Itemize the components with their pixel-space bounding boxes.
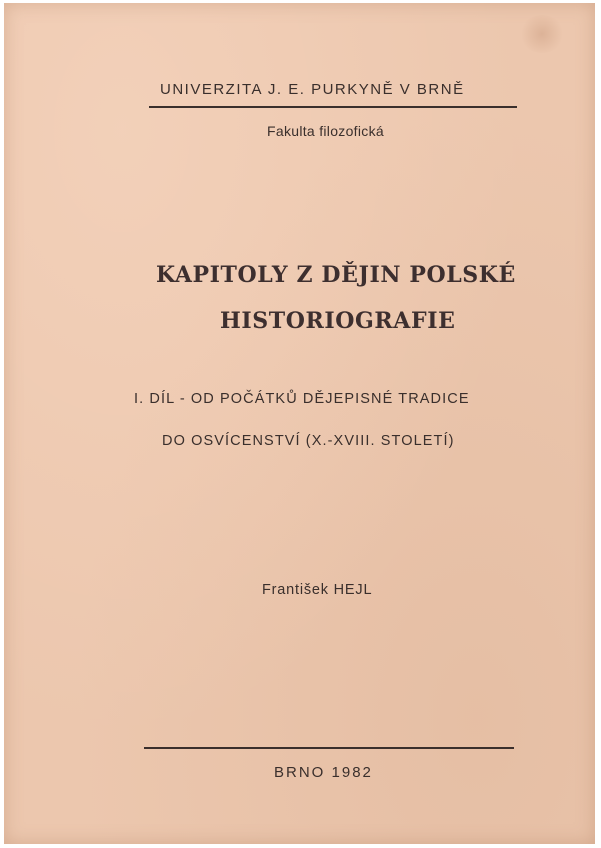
- university-name: UNIVERZITA J. E. PURKYNĚ V BRNĚ: [160, 81, 465, 98]
- book-title-line-2: HISTORIOGRAFIE: [220, 308, 456, 334]
- author-name: František HEJL: [262, 582, 373, 598]
- header-divider: [149, 106, 517, 108]
- footer-divider: [144, 747, 514, 749]
- title-page: [4, 3, 595, 844]
- subtitle-line-1: I. DÍL - OD POČÁTKŮ DĚJEPISNÉ TRADICE: [134, 391, 470, 407]
- paper-stain: [519, 15, 565, 53]
- subtitle-line-2: DO OSVÍCENSTVÍ (X.-XVIII. STOLETÍ): [162, 433, 455, 449]
- place-and-year: BRNO 1982: [274, 764, 373, 781]
- book-title-line-1: KAPITOLY Z DĚJIN POLSKÉ: [156, 262, 516, 288]
- faculty-name: Fakulta filozofická: [267, 123, 384, 139]
